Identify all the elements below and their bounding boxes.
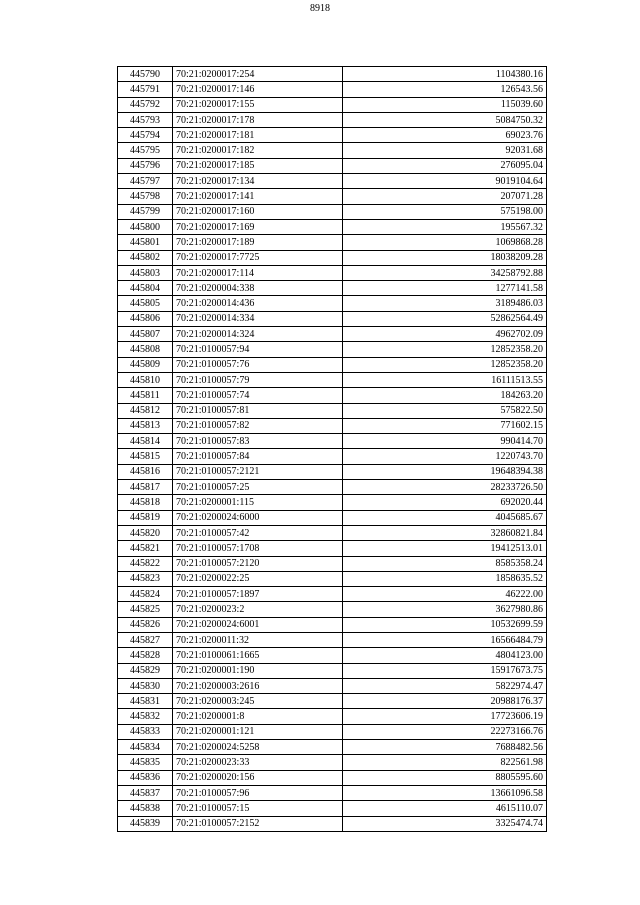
- table-row: [118, 327, 547, 342]
- cadastral-number-cell: 70:21:0200024:5258: [173, 740, 343, 755]
- value-cell: 1858635.52: [343, 571, 547, 586]
- cadastral-number-cell: 70:21:0200020:156: [173, 770, 343, 785]
- cadastral-number-cell: 70:21:0200017:182: [173, 143, 343, 158]
- value-cell: 19648394.38: [343, 464, 547, 479]
- value-cell: 1277141.58: [343, 281, 547, 296]
- table-row: [118, 204, 547, 219]
- record-number-cell: 445817: [118, 480, 173, 495]
- record-number-cell: 445801: [118, 235, 173, 250]
- record-number-cell: 445805: [118, 296, 173, 311]
- cadastral-number-cell: 70:21:0200001:8: [173, 709, 343, 724]
- value-cell: 4615110.07: [343, 801, 547, 816]
- record-number-cell: 445799: [118, 204, 173, 219]
- record-number-cell: 445797: [118, 174, 173, 189]
- value-cell: 5084750.32: [343, 112, 547, 127]
- record-number-cell: 445836: [118, 770, 173, 785]
- value-cell: 22273166.76: [343, 724, 547, 739]
- table-row: [118, 648, 547, 663]
- table-row: [118, 128, 547, 143]
- table-row: [118, 388, 547, 403]
- record-number-cell: 445806: [118, 311, 173, 326]
- table-row: [118, 770, 547, 785]
- record-number-cell: 445820: [118, 525, 173, 540]
- value-cell: 20988176.37: [343, 694, 547, 709]
- table-row: [118, 480, 547, 495]
- cadastral-number-cell: 70:21:0200023:2: [173, 602, 343, 617]
- table-row: [118, 403, 547, 418]
- cadastral-number-cell: 70:21:0200004:338: [173, 281, 343, 296]
- value-cell: 16566484.79: [343, 632, 547, 647]
- table-row: [118, 694, 547, 709]
- table-row: [118, 174, 547, 189]
- table-row: [118, 755, 547, 770]
- table-row: [118, 541, 547, 556]
- cadastral-number-cell: 70:21:0200017:169: [173, 219, 343, 234]
- value-cell: 15917673.75: [343, 663, 547, 678]
- record-number-cell: 445827: [118, 632, 173, 647]
- record-number-cell: 445808: [118, 342, 173, 357]
- value-cell: 16111513.55: [343, 372, 547, 387]
- record-number-cell: 445816: [118, 464, 173, 479]
- cadastral-number-cell: 70:21:0200011:32: [173, 632, 343, 647]
- cadastral-number-cell: 70:21:0200017:254: [173, 67, 343, 82]
- value-cell: 69023.76: [343, 128, 547, 143]
- value-cell: 3189486.03: [343, 296, 547, 311]
- cadastral-number-cell: 70:21:0100057:81: [173, 403, 343, 418]
- value-cell: 32860821.84: [343, 525, 547, 540]
- value-cell: 1069868.28: [343, 235, 547, 250]
- cadastral-number-cell: 70:21:0200017:155: [173, 97, 343, 112]
- value-cell: 4962702.09: [343, 327, 547, 342]
- cadastral-number-cell: 70:21:0200017:141: [173, 189, 343, 204]
- table-row: [118, 311, 547, 326]
- value-cell: 28233726.50: [343, 480, 547, 495]
- table-row: [118, 265, 547, 280]
- table-row: [118, 342, 547, 357]
- record-number-cell: 445795: [118, 143, 173, 158]
- value-cell: 3325474.74: [343, 816, 547, 831]
- cadastral-number-cell: 70:21:0200017:146: [173, 82, 343, 97]
- value-cell: 126543.56: [343, 82, 547, 97]
- page-number: 8918: [310, 3, 330, 14]
- table-row: [118, 250, 547, 265]
- value-cell: 9019104.64: [343, 174, 547, 189]
- record-number-cell: 445794: [118, 128, 173, 143]
- table-row: [118, 372, 547, 387]
- value-cell: 46222.00: [343, 587, 547, 602]
- table-row: [118, 434, 547, 449]
- cadastral-number-cell: 70:21:0200017:178: [173, 112, 343, 127]
- table-row: [118, 67, 547, 82]
- cadastral-number-cell: 70:21:0100061:1665: [173, 648, 343, 663]
- table-row: [118, 82, 547, 97]
- value-cell: 1104380.16: [343, 67, 547, 82]
- cadastral-number-cell: 70:21:0100057:25: [173, 480, 343, 495]
- record-number-cell: 445826: [118, 617, 173, 632]
- cadastral-number-cell: 70:21:0200017:7725: [173, 250, 343, 265]
- record-number-cell: 445815: [118, 449, 173, 464]
- record-number-cell: 445824: [118, 587, 173, 602]
- value-cell: 276095.04: [343, 158, 547, 173]
- cadastral-number-cell: 70:21:0100057:2121: [173, 464, 343, 479]
- cadastral-number-cell: 70:21:0200017:189: [173, 235, 343, 250]
- value-cell: 10532699.59: [343, 617, 547, 632]
- table-row: [118, 602, 547, 617]
- cadastral-number-cell: 70:21:0100057:94: [173, 342, 343, 357]
- value-cell: 195567.32: [343, 219, 547, 234]
- table-row: [118, 189, 547, 204]
- value-cell: 34258792.88: [343, 265, 547, 280]
- value-cell: 18038209.28: [343, 250, 547, 265]
- record-number-cell: 445809: [118, 357, 173, 372]
- value-cell: 575198.00: [343, 204, 547, 219]
- record-number-cell: 445831: [118, 694, 173, 709]
- table-row: [118, 556, 547, 571]
- table-row: [118, 740, 547, 755]
- record-number-cell: 445821: [118, 541, 173, 556]
- table-row: [118, 617, 547, 632]
- table-row: [118, 357, 547, 372]
- value-cell: 115039.60: [343, 97, 547, 112]
- record-number-cell: 445814: [118, 434, 173, 449]
- value-cell: 17723606.19: [343, 709, 547, 724]
- cadastral-number-cell: 70:21:0200024:6001: [173, 617, 343, 632]
- record-number-cell: 445810: [118, 372, 173, 387]
- record-number-cell: 445790: [118, 67, 173, 82]
- registry-table-body: [118, 67, 547, 832]
- cadastral-number-cell: 70:21:0100057:42: [173, 525, 343, 540]
- record-number-cell: 445792: [118, 97, 173, 112]
- value-cell: 92031.68: [343, 143, 547, 158]
- cadastral-number-cell: 70:21:0100057:79: [173, 372, 343, 387]
- value-cell: 692020.44: [343, 495, 547, 510]
- record-number-cell: 445813: [118, 418, 173, 433]
- value-cell: 5822974.47: [343, 678, 547, 693]
- value-cell: 8585358.24: [343, 556, 547, 571]
- record-number-cell: 445796: [118, 158, 173, 173]
- table-row: [118, 112, 547, 127]
- table-row: [118, 418, 547, 433]
- table-row: [118, 632, 547, 647]
- value-cell: 4804123.00: [343, 648, 547, 663]
- value-cell: 822561.98: [343, 755, 547, 770]
- record-number-cell: 445839: [118, 816, 173, 831]
- record-number-cell: 445828: [118, 648, 173, 663]
- table-row: [118, 785, 547, 800]
- value-cell: 13661096.58: [343, 785, 547, 800]
- value-cell: 771602.15: [343, 418, 547, 433]
- cadastral-number-cell: 70:21:0100057:15: [173, 801, 343, 816]
- cadastral-number-cell: 70:21:0100057:82: [173, 418, 343, 433]
- value-cell: 7688482.56: [343, 740, 547, 755]
- cadastral-number-cell: 70:21:0100057:74: [173, 388, 343, 403]
- table-row: [118, 495, 547, 510]
- table-row: [118, 587, 547, 602]
- cadastral-number-cell: 70:21:0200023:33: [173, 755, 343, 770]
- cadastral-number-cell: 70:21:0100057:2120: [173, 556, 343, 571]
- value-cell: 19412513.01: [343, 541, 547, 556]
- value-cell: 8805595.60: [343, 770, 547, 785]
- table-row: [118, 724, 547, 739]
- table-row: [118, 709, 547, 724]
- table-row: [118, 158, 547, 173]
- record-number-cell: 445837: [118, 785, 173, 800]
- record-number-cell: 445811: [118, 388, 173, 403]
- cadastral-number-cell: 70:21:0200017:134: [173, 174, 343, 189]
- table-row: [118, 464, 547, 479]
- table-row: [118, 296, 547, 311]
- value-cell: 12852358.20: [343, 342, 547, 357]
- value-cell: 575822.50: [343, 403, 547, 418]
- cadastral-number-cell: 70:21:0100057:1897: [173, 587, 343, 602]
- table-row: [118, 97, 547, 112]
- cadastral-number-cell: 70:21:0100057:1708: [173, 541, 343, 556]
- record-number-cell: 445832: [118, 709, 173, 724]
- record-number-cell: 445791: [118, 82, 173, 97]
- cadastral-number-cell: 70:21:0200017:181: [173, 128, 343, 143]
- cadastral-number-cell: 70:21:0200017:160: [173, 204, 343, 219]
- value-cell: 184263.20: [343, 388, 547, 403]
- record-number-cell: 445803: [118, 265, 173, 280]
- table-row: [118, 525, 547, 540]
- registry-table: [117, 66, 547, 832]
- cadastral-number-cell: 70:21:0100057:96: [173, 785, 343, 800]
- value-cell: 4045685.67: [343, 510, 547, 525]
- table-row: [118, 801, 547, 816]
- cadastral-number-cell: 70:21:0200014:324: [173, 327, 343, 342]
- cadastral-number-cell: 70:21:0200001:190: [173, 663, 343, 678]
- value-cell: 12852358.20: [343, 357, 547, 372]
- record-number-cell: 445804: [118, 281, 173, 296]
- record-number-cell: 445838: [118, 801, 173, 816]
- cadastral-number-cell: 70:21:0100057:84: [173, 449, 343, 464]
- cadastral-number-cell: 70:21:0200017:185: [173, 158, 343, 173]
- cadastral-number-cell: 70:21:0200014:334: [173, 311, 343, 326]
- value-cell: 3627980.86: [343, 602, 547, 617]
- table-row: [118, 571, 547, 586]
- record-number-cell: 445833: [118, 724, 173, 739]
- record-number-cell: 445818: [118, 495, 173, 510]
- cadastral-number-cell: 70:21:0200014:436: [173, 296, 343, 311]
- cadastral-number-cell: 70:21:0100057:2152: [173, 816, 343, 831]
- value-cell: 990414.70: [343, 434, 547, 449]
- record-number-cell: 445807: [118, 327, 173, 342]
- record-number-cell: 445825: [118, 602, 173, 617]
- record-number-cell: 445830: [118, 678, 173, 693]
- table-row: [118, 510, 547, 525]
- table-row: [118, 449, 547, 464]
- record-number-cell: 445823: [118, 571, 173, 586]
- value-cell: 207071.28: [343, 189, 547, 204]
- record-number-cell: 445802: [118, 250, 173, 265]
- cadastral-number-cell: 70:21:0200003:245: [173, 694, 343, 709]
- table-row: [118, 281, 547, 296]
- table-row: [118, 816, 547, 831]
- cadastral-number-cell: 70:21:0200003:2616: [173, 678, 343, 693]
- value-cell: 1220743.70: [343, 449, 547, 464]
- table-row: [118, 663, 547, 678]
- value-cell: 52862564.49: [343, 311, 547, 326]
- record-number-cell: 445793: [118, 112, 173, 127]
- record-number-cell: 445812: [118, 403, 173, 418]
- record-number-cell: 445822: [118, 556, 173, 571]
- record-number-cell: 445800: [118, 219, 173, 234]
- cadastral-number-cell: 70:21:0100057:83: [173, 434, 343, 449]
- record-number-cell: 445834: [118, 740, 173, 755]
- table-row: [118, 678, 547, 693]
- table-row: [118, 143, 547, 158]
- record-number-cell: 445798: [118, 189, 173, 204]
- cadastral-number-cell: 70:21:0100057:76: [173, 357, 343, 372]
- record-number-cell: 445829: [118, 663, 173, 678]
- cadastral-number-cell: 70:21:0200017:114: [173, 265, 343, 280]
- table-row: [118, 235, 547, 250]
- cadastral-number-cell: 70:21:0200001:121: [173, 724, 343, 739]
- cadastral-number-cell: 70:21:0200024:6000: [173, 510, 343, 525]
- record-number-cell: 445835: [118, 755, 173, 770]
- table-row: [118, 219, 547, 234]
- record-number-cell: 445819: [118, 510, 173, 525]
- cadastral-number-cell: 70:21:0200022:25: [173, 571, 343, 586]
- cadastral-number-cell: 70:21:0200001:115: [173, 495, 343, 510]
